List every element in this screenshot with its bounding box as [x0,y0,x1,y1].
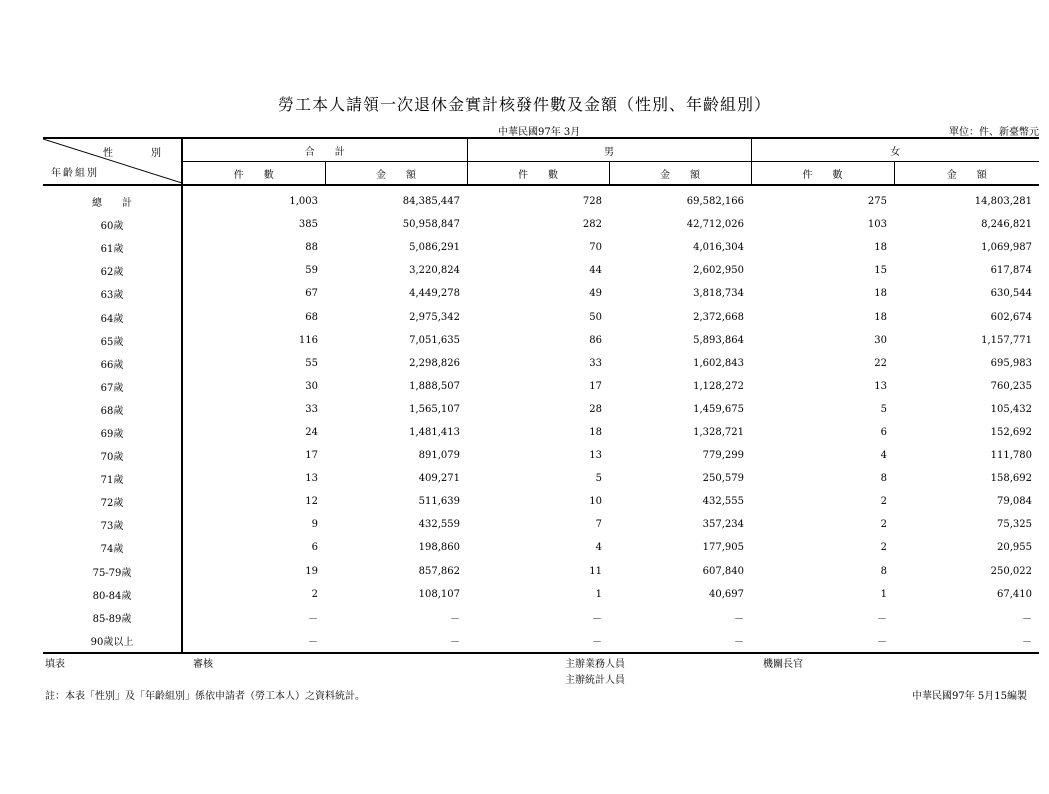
total-count-cell: 17 [182,444,325,467]
male-amount-cell: 432,555 [702,496,744,508]
total-amount-cell: 198,860 [418,542,460,554]
female-amount-cell: 1,069,987 [981,242,1032,254]
male-count-cell: 17 [589,380,602,392]
female-amount-cell: － [894,629,1039,653]
male-count-cell: 86 [589,334,602,346]
total-count-cell: 68 [182,305,325,328]
male-amount-cell: 1,459,675 [693,403,744,415]
male-count-cell: 28 [589,403,602,415]
footer-agency-head: 機關長官 [763,659,803,670]
female-amount-cell: 695,983 [990,357,1032,369]
total-amount-cell: － [450,613,460,625]
age-group-label: 63歲 [100,290,124,302]
table-row [43,560,1039,583]
table-row [43,490,1039,513]
age-group-label: 61歲 [100,244,124,256]
female-count-cell: － [877,613,887,625]
female-amount-cell: 630,544 [990,288,1032,300]
total-count-cell: 1,003 [182,185,325,213]
total-count-cell: 9 [182,513,325,536]
table-row [43,185,1039,213]
age-group-label: 85-89歲 [92,613,132,625]
female-count-cell: 13 [874,380,887,392]
footer-note: 註：本表「性別」及「年齡組別」係依申請者（勞工本人）之資料統計。 [45,691,365,702]
male-count-cell: 11 [589,565,602,577]
age-group-label: 60歲 [100,221,124,233]
total-count-cell: 33 [182,398,325,421]
female-count-cell: 6 [880,426,887,438]
male-amount-cell: 2,602,950 [693,265,744,277]
female-count-cell: 275 [867,196,887,208]
age-group-label: 75-79歲 [92,567,132,579]
group-total-header: 合 計 [182,138,467,162]
table-body [43,185,1039,653]
male-count-cell: 4 [595,542,602,554]
age-group-label: 62歲 [100,267,124,279]
footer-compiled-date: 中華民國97年 5月15編製 [912,691,1027,702]
male-count-cell: 10 [589,496,602,508]
male-amount-cell: 40,697 [709,588,744,600]
female-count-cell: － [751,629,894,653]
group-female-header: 女 [751,138,1039,162]
female-amount-cell: 79,084 [997,496,1032,508]
male-amount-cell: 2,372,668 [693,311,744,323]
male-count-cell: 7 [595,519,602,531]
total-amount-cell: 2,975,342 [409,311,460,323]
total-count-cell: 116 [182,329,325,352]
age-group-label: 總 計 [92,198,132,210]
age-group-label: 65歲 [100,336,124,348]
male-count-header: 件 數 [467,162,609,186]
table-row [43,352,1039,375]
footer-reviewer: 審核 [193,659,213,670]
male-amount-cell: 779,299 [702,450,744,462]
age-group-label: 68歲 [100,405,124,417]
female-count-cell: 103 [867,219,887,231]
table-row [43,329,1039,352]
male-count-cell: 13 [589,450,602,462]
male-amount-cell: 3,818,734 [693,288,744,300]
female-amount-cell: 158,692 [990,473,1032,485]
total-count-cell: 385 [182,213,325,236]
female-amount-cell: 67,410 [997,588,1032,600]
female-amount-header: 金 額 [894,162,1039,186]
total-count-cell: 59 [182,259,325,282]
female-amount-cell: 602,674 [990,311,1032,323]
table-row [43,444,1039,467]
header-diagonal-cell [43,138,182,185]
male-count-cell: 1 [595,588,602,600]
total-count-cell: 2 [182,583,325,606]
table-row [43,398,1039,421]
total-amount-cell: 108,107 [418,588,460,600]
female-count-cell: 30 [874,334,887,346]
total-amount-cell: 84,385,447 [402,196,460,208]
unit-label: 單位：件、新臺幣元 [949,127,1039,138]
male-amount-cell: 5,893,864 [693,334,744,346]
female-count-header: 件 數 [751,162,894,186]
total-count-cell: 67 [182,282,325,305]
footer-stats-officer: 主辦統計人員 [565,675,625,686]
male-count-cell: － [467,629,609,653]
male-amount-cell: 4,016,304 [693,242,744,254]
male-amount-cell: 607,840 [702,565,744,577]
male-amount-cell: － [734,613,744,625]
total-amount-cell: 1,565,107 [409,403,460,415]
male-count-cell: 282 [582,219,602,231]
male-count-cell: 44 [589,265,602,277]
female-amount-cell: 111,780 [990,450,1032,462]
age-group-label: 70歲 [100,452,124,464]
female-amount-cell: 20,955 [997,542,1032,554]
table-row [43,583,1039,606]
female-amount-cell: 617,874 [990,265,1032,277]
total-count-cell: 55 [182,352,325,375]
male-amount-cell: 357,234 [702,519,744,531]
total-amount-cell: 857,862 [418,565,460,577]
age-group-label: 69歲 [100,428,124,440]
female-amount-cell: 75,325 [997,519,1032,531]
table-row [43,513,1039,536]
report-date: 中華民國97年 3月 [498,127,581,138]
table-row [43,606,1039,629]
female-count-cell: 2 [880,496,887,508]
male-count-cell: 49 [589,288,602,300]
male-amount-cell: 250,579 [702,473,744,485]
male-amount-cell: － [609,629,751,653]
total-amount-cell: 1,888,507 [409,380,460,392]
table-row [43,213,1039,236]
female-count-cell: 2 [880,542,887,554]
female-amount-cell: 1,157,771 [981,334,1032,346]
male-amount-header: 金 額 [609,162,751,186]
female-amount-cell: 14,803,281 [974,196,1032,208]
female-count-cell: 15 [874,265,887,277]
total-amount-cell: 4,449,278 [409,288,460,300]
age-group-label: 74歲 [100,544,124,556]
table-row [43,375,1039,398]
total-amount-cell: 891,079 [418,450,460,462]
total-amount-cell: 2,298,826 [409,357,460,369]
group-male-header: 男 [467,138,751,162]
male-count-cell: 33 [589,357,602,369]
female-amount-cell: 105,432 [990,403,1032,415]
female-count-cell: 1 [880,588,887,600]
table-row [43,536,1039,559]
table-row [43,282,1039,305]
male-amount-cell: 177,905 [702,542,744,554]
male-amount-cell: 1,328,721 [693,426,744,438]
total-count-cell: 88 [182,236,325,259]
age-group-label: 72歲 [100,498,124,510]
table-row [43,305,1039,328]
age-group-label: 90歲以上 [43,629,182,653]
total-count-cell: 24 [182,421,325,444]
total-count-header: 件 數 [182,162,325,186]
age-group-label: 64歲 [100,313,124,325]
male-count-cell: 70 [589,242,602,254]
age-group-label: 67歲 [100,382,124,394]
female-amount-cell: － [1022,613,1032,625]
age-group-label: 66歲 [100,359,124,371]
table-row [43,467,1039,490]
total-amount-cell: 5,086,291 [409,242,460,254]
male-count-cell: 18 [589,426,602,438]
total-amount-cell: 1,481,413 [409,426,460,438]
footer-preparer: 填表 [45,659,65,670]
total-amount-cell: 7,051,635 [409,334,460,346]
female-count-cell: 18 [874,288,887,300]
female-count-cell: 22 [874,357,887,369]
male-count-cell: － [592,613,602,625]
total-count-cell: 12 [182,490,325,513]
total-count-cell: 13 [182,467,325,490]
female-count-cell: 2 [880,519,887,531]
female-count-cell: 4 [880,450,887,462]
total-amount-cell: 409,271 [418,473,460,485]
total-count-cell: 6 [182,536,325,559]
female-count-cell: 18 [874,311,887,323]
footer-business-officer: 主辦業務人員 [565,659,625,670]
female-amount-cell: 8,246,821 [981,219,1032,231]
total-amount-cell: 3,220,824 [409,265,460,277]
male-count-cell: 5 [595,473,602,485]
total-count-cell: 30 [182,375,325,398]
male-amount-cell: 1,128,272 [693,380,744,392]
total-amount-cell: 432,559 [418,519,460,531]
age-group-label: 80-84歲 [92,590,132,602]
female-amount-cell: 152,692 [990,426,1032,438]
statistics-table [43,137,1039,654]
total-count-cell: － [182,606,325,629]
age-group-label: 71歲 [100,475,124,487]
table-row [43,259,1039,282]
age-axis-label: 年齡組別 [51,168,99,179]
table-row [43,421,1039,444]
total-amount-cell: － [325,629,467,653]
female-amount-cell: 250,022 [990,565,1032,577]
female-count-cell: 8 [880,565,887,577]
male-amount-cell: 1,602,843 [693,357,744,369]
female-count-cell: 18 [874,242,887,254]
female-count-cell: 5 [880,403,887,415]
female-amount-cell: 760,235 [990,380,1032,392]
total-amount-header: 金 額 [325,162,467,186]
age-group-label: 73歲 [100,521,124,533]
total-amount-cell: 511,639 [418,496,460,508]
total-count-cell: 19 [182,560,325,583]
sex-axis-label: 性 別 [103,148,175,159]
total-amount-cell: 50,958,847 [402,219,460,231]
total-count-cell: － [182,629,325,653]
male-count-cell: 728 [582,196,602,208]
male-amount-cell: 42,712,026 [686,219,744,231]
table-row [43,629,1039,653]
table-row [43,236,1039,259]
female-count-cell: 8 [880,473,887,485]
male-amount-cell: 69,582,166 [686,196,744,208]
report-title: 勞工本人請領一次退休金實計核發件數及金額（性別、年齡組別） [277,95,771,114]
male-count-cell: 50 [589,311,602,323]
